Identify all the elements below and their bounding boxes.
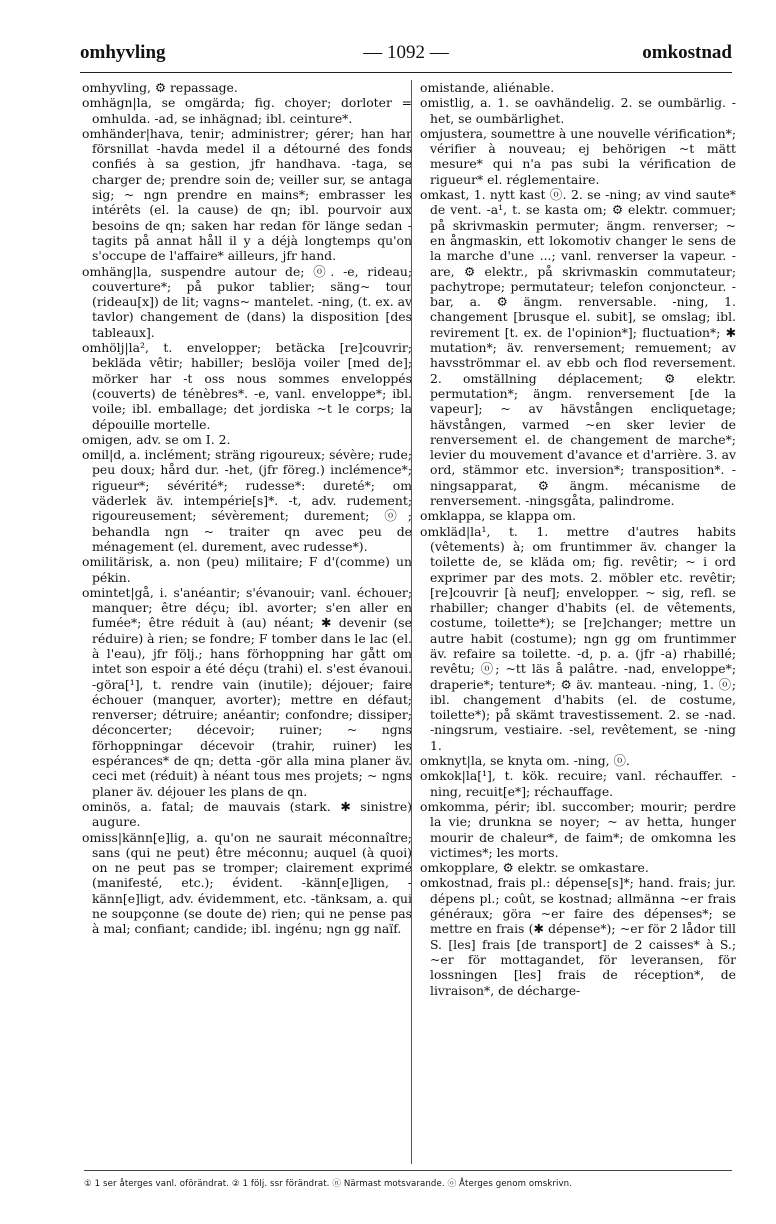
left-running-head: omhyvling: [80, 42, 166, 63]
dictionary-entry: omhölj|la², t. envelopper; betäcka [re]couvrir; bekläda vêtir; habiller; beslöja voiler [med de]; mörker har -t oss nous sommes enveloppés (couverts) de ténèbres*. -e, vanl. enveloppe*; ibl. voile; ibl. emballage; det jordiska ~t le corps; la dépouille mortelle.: [82, 340, 412, 432]
dictionary-entry: omintet|gå, i. s'anéantir; s'évanouir; vanl. échouer; manquer; être déçu; ibl. avorter; s'en aller en fumée*; être réduit à (au) néant; ✱ devenir (se réduire) à rien; se fondre; F tomber dans le lac (el. à l'eau), jfr följ.; hans förhoppning har gått om intet son espoir a été déçu (trahi) el. s'est évanoui. -göra[¹], t. rendre vain (inutile); déjouer; faire échouer (manquer, avorter); mettre en défaut; renverser; détruire; anéantir; confondre; dissiper; déconcerter; décevoir; ruiner; ~ ngns förhoppningar décevoir (trahir, ruiner) les espérances* de qn; detta -gör alla mina planer äv. ceci met (réduit) à néant tous mes projets; ~ ngns planer äv. déjouer les plans de qn.: [82, 584, 412, 799]
dictionary-entry: omklappa, se klappa om.: [420, 508, 577, 524]
left-column: [82, 80, 412, 937]
dictionary-entry: omhägn|la, se omgärda; fig. choyer; dorloter = omhulda. -ad, se inhägnad; ibl. ceinture*.: [82, 95, 412, 126]
dictionary-entry: omkast, 1. nytt kast ⓞ. 2. se -ning; av vind saute* de vent. -a¹, t. se kasta om; ⚙ elektr. commuer; på skrivmaskin permuter; ängm. renverser; ~ en ångmaskin, ett lokomotiv changer le sens de la marche d'une ...; vanl. renverser la vapeur. -are, ⚙ elektr., på skrivmaskin commutateur; pachytrope; permutateur; telefon conjoncteur. -bar, a. ⚙ ängm. renversable. -ning, 1. changement [brusque el. subit], se omslag; ibl. revirement [t. ex. de l'opinion*]; fluctuation*; ✱ mutation*; äv. renversement; remuement; av havsströmmar el. av ebb och flod reversement. 2. omställning déplacement; ⚙ elektr. permutation*; ängm. renversement [de la vapeur]; ~ av hävstången encliquetage; hävstången, varmed ~en sker levier de renversement el. de changement de marche*; levier du mouvement d'avance et d'arrière. 3. av ord, stämmor etc. inversion*; transposition*. -ningsapparat, ⚙ ängm. mécanisme de renversement. -ningsgåta, palindrome.: [420, 187, 736, 509]
dictionary-entry: omkopplare, ⚙ elektr. se omkastare.: [420, 860, 649, 876]
dictionary-entry: omiss|känn[e]lig, a. qu'on ne saurait méconnaître; sans (qui ne peut) être méconnu; auquel (à quoi) on ne peut pas se tromper; clairement exprimé (manifesté, etc.); évident. -känn[e]ligen, -känn[e]ligt, adv. évidemment, etc. -tänksam, a. qui ne soupçonne (se doute de) rien; qui ne pense pas à mal; confiant; candide; ibl. ingénu; ngn gg naïf.: [82, 829, 412, 937]
dictionary-entry: omkok|la[¹], t. kök. recuire; vanl. réchauffer. -ning, recuit[e*]; réchauffage.: [420, 768, 736, 799]
dictionary-entry: omkostnad, frais pl.: dépense[s]*; hand. frais; jur. dépens pl.; coût, se kostnad; allmänna ~er frais généraux; göra ~er faire des dépenses*; se mettre en frais (✱ dépense*); ~er för 2 lådor till S. [les] frais [de transport] de 2 caisses* à S.; ~er för mottagandet, för leveransen, för lossningen [les] frais de réception*, de livraison*, de décharge-: [420, 875, 736, 998]
dictionary-entry: omistande, aliénable.: [420, 80, 555, 95]
dictionary-entry: omhänder|hava, tenir; administrer; gérer; han har försnillat -havda medel il a détourné des fonds confiés à sa gestion, jfr handhava. -taga, se charger de; prendre soin de; veiller sur, se antaga sig; ~ ngn prendre en mains*; embrasser les intérêts (el. la cause) de qn; ibl. pourvoir aux besoins de qn; saken har redan för länge sedan -tagits på annat håll il y a déjà longtemps qu'on s'occupe de l'affaire* ailleurs, jfr hand.: [82, 125, 412, 264]
dictionary-entry: omjustera, soumettre à une nouvelle vérification*; vérifier à nouveau; ej behörigen ~t mätt mesure* qui n'a pas subi la vérification de rigueur* el. réglementaire.: [420, 125, 736, 187]
dictionary-entry: omil|d, a. inclément; sträng rigoureux; sévère; rude; peu doux; hård dur. -het, (jfr föreg.) inclémence*; rigueur*; sévérité*; rudesse*: dureté*; om väderlek äv. intempérie[s]*. -t, adv. rudement; rigoureusement; sévèrement; durement; ⓞ; behandla ngn ~ traiter qn avec peu de ménagement (el. durement, avec rudesse*).: [82, 447, 412, 554]
page-number: — 1092 —: [363, 42, 449, 63]
dictionary-entry: omistlig, a. 1. se oavhändelig. 2. se oumbärlig. -het, se oumbärlighet.: [420, 95, 736, 126]
dictionary-entry: ominös, a. fatal; de mauvais (stark. ✱ sinistre) augure.: [82, 798, 412, 830]
dictionary-entry: omigen, adv. se om I. 2.: [82, 431, 231, 447]
dictionary-entry: omhäng|la, suspendre autour de; ⓞ. -e, rideau; couverture*; på pukor tablier; säng~ tour (rideau[x]) de lit; vagns~ mantelet. -ning, (t. ex. av tavlor) changement de (dans) la disposition [des tableaux].: [82, 263, 412, 340]
right-running-head: omkostnad: [642, 42, 732, 63]
dictionary-entry: omhyvling, ⚙ repassage.: [82, 80, 238, 95]
dictionary-entry: omilitärisk, a. non (peu) militaire; F d'(comme) un pékin.: [82, 554, 412, 585]
dictionary-entry: omknyt|la, se knyta om. -ning, ⓞ.: [420, 753, 630, 769]
dictionary-entry: omkläd|la¹, t. 1. mettre d'autres habits (vêtements) à; om fruntimmer äv. changer la toilette de, se kläda om; fig. revêtir; ~ i ord exprimer par des mots. 2. möbler etc. revêtir; [re]couvrir [à neuf]; envelopper. ~ sig, refl. se rhabiller; changer d'habits (el. de vêtements, costume, toilette*); se [re]changer; mettre un autre habit (costume); ngn gg om fruntimmer äv. refaire sa toilette. -d, p. a. (jfr -a) rhabillé; revêtu; ⓞ; ~tt läs å palâtre. -nad, enveloppe*; draperie*; tenture*; ⚙ äv. manteau. -ning, 1. ⓞ; ibl. changement d'habits (el. de costume, toilette*); på skämt travestissement. 2. se -nad. -ningsrum, vestiaire. -sel, revêtement, se -ning 1.: [420, 523, 736, 753]
dictionary-entry: omkomma, périr; ibl. succomber; mourir; perdre la vie; drunkna se noyer; ~ av hetta, hunger mourir de chaleur*, de faim*; de omkomna les victimes*; les morts.: [420, 798, 736, 860]
footnote-legend: ① 1 ser återges vanl. oförändrat. ② 1 följ. ssr förändrat. ⓝ Närmast motsvarande. ⓞ Återges genom omskrivn.: [84, 1170, 732, 1189]
right-column: [420, 80, 736, 998]
column-divider: [411, 80, 412, 1164]
header-rule: [80, 72, 732, 73]
page-header: [80, 36, 732, 70]
